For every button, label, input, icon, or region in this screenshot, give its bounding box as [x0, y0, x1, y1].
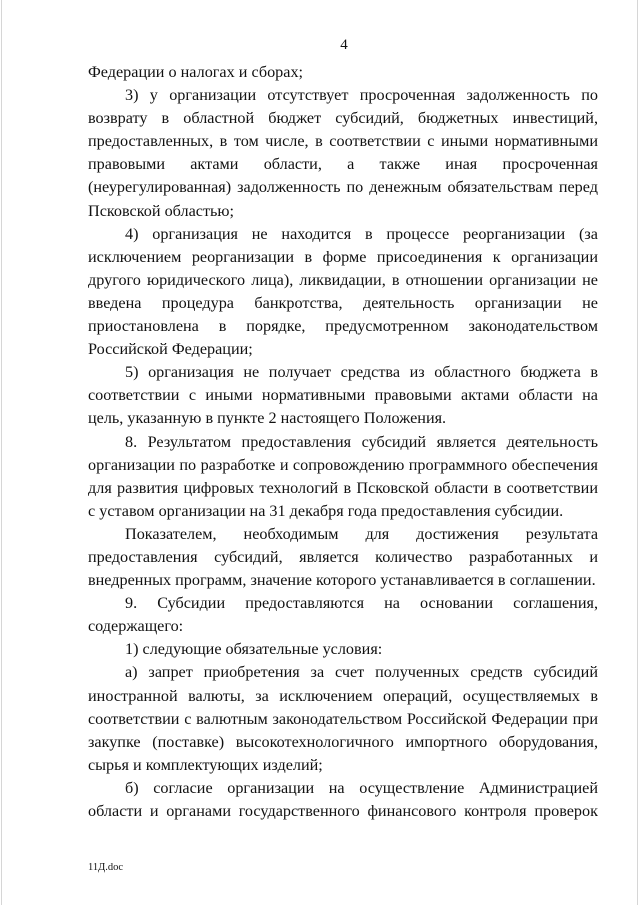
paragraph-item-5: 5) организация не получает средства из областного бюджета в соответствии с иными нормативными правовыми актами области на цель, указанную в пункте 2 настоящего Положения. — [88, 363, 598, 428]
paragraph-conditions: 1) следующие обязательные условия: — [125, 640, 383, 659]
paragraph-continuation: Федерации о налогах и сборах; — [88, 63, 304, 81]
paragraph-indicator: Показателем, необходимым для достижения результата предоставления субсидий, является количество разработанных и внедренных программ, значение которого устанавливается в соглашении. — [88, 524, 598, 590]
page-left-edge — [1, 0, 2, 905]
file-name-footer: 11Д.doc — [88, 862, 124, 873]
document-body — [88, 61, 598, 823]
paragraph-item-4: 4) организация не находится в процессе реорганизации (за исключением реорганизации в форме присоединения к организации другого юридического лица), ликвидации, в отношении организации не введена процедура банкротства, деятельность организации не приостановлена в порядке, предусмотренном законодательством Российской Федерации; — [88, 224, 598, 359]
paragraph-condition-a: а) запрет приобретения за счет полученных средств субсидий иностранной валюты, за исключением операций, осуществляемых в соответствии с валютным законодательством Российской Федерации при закупке (поставке) высокотехнологичного импортного оборудования, сырья и комплектующих изделий; — [88, 663, 598, 774]
paragraph-clause-9: 9. Субсидии предоставляются на основании соглашения, содержащего: — [88, 594, 598, 636]
paragraph-condition-b: б) согласие организации на осуществление Администрацией области и органами государственного финансового контроля проверок — [88, 778, 598, 820]
page-number: 4 — [340, 37, 348, 53]
page-right-edge — [637, 0, 638, 905]
paragraph-item-3: 3) у организации отсутствует просроченная задолженность по возврату в областной бюджет субсидий, бюджетных инвестиций, предоставленных, в том числе, в соответствии с иными нормативными правовыми актами области, а также иная просроченная (неурегулированная) задолженность по денежным обязательствам перед Псковской областью; — [88, 86, 598, 220]
paragraph-clause-8: 8. Результатом предоставления субсидий является деятельность организации по разработке и сопровождению программного обеспечения для развития цифровых технологий в Псковской области в соответствии с уставом организации на 31 декабря года предоставления субсидии. — [88, 432, 598, 520]
